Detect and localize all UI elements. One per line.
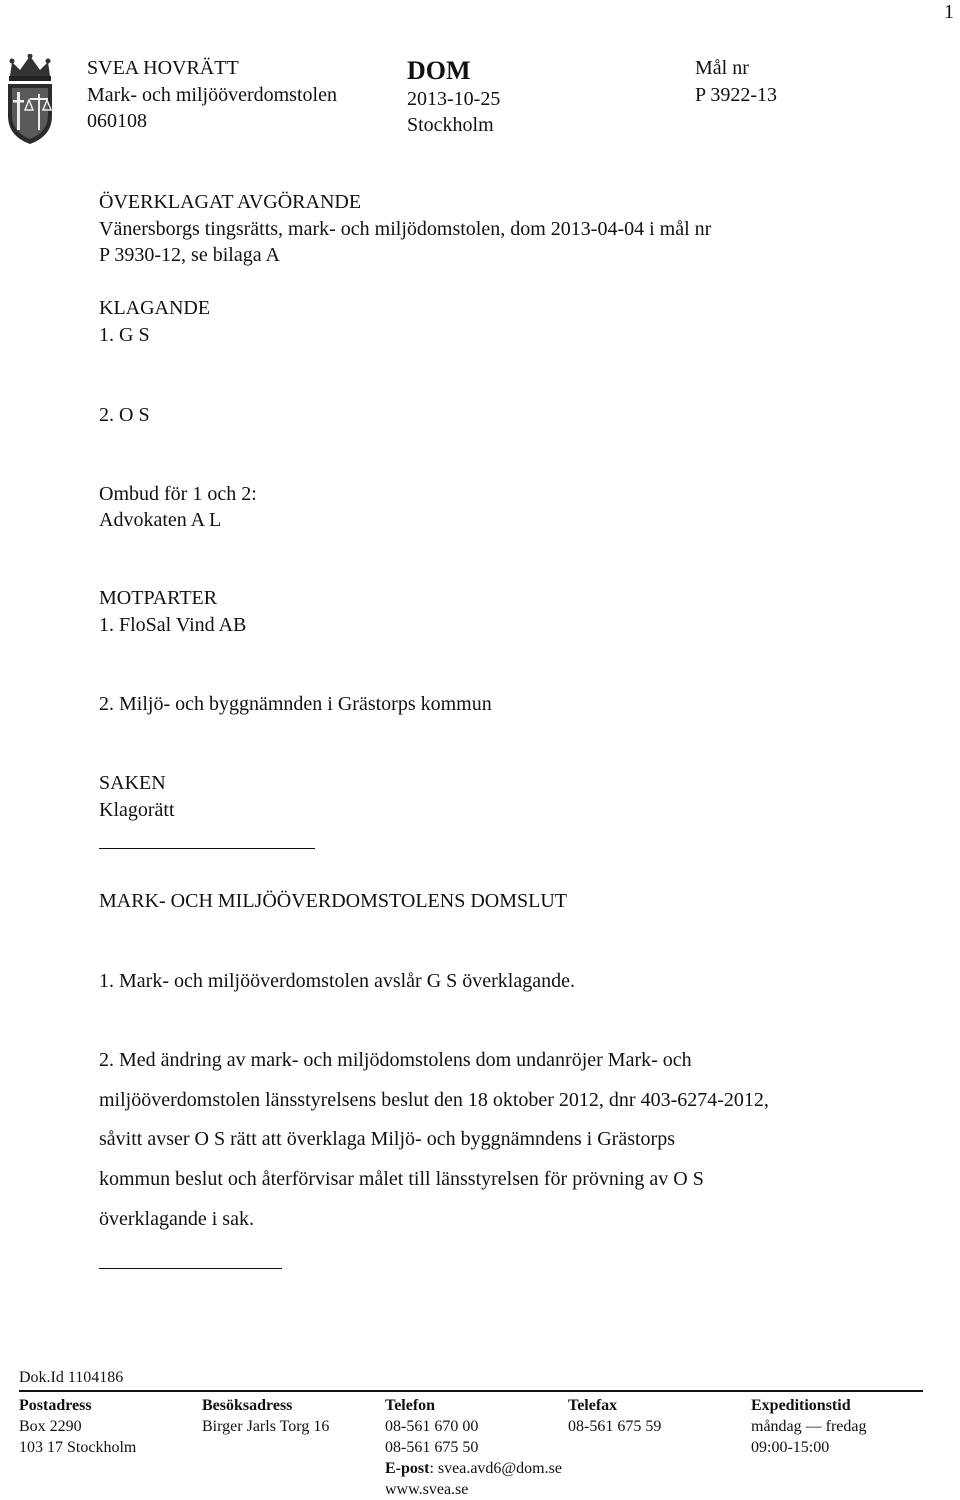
email-label: E-post [385,1460,430,1477]
website-link[interactable]: www.svea.se [385,1481,469,1498]
page-number: 1 [944,1,954,23]
phone-line-2: 08-561 675 50 [385,1439,479,1456]
footer-fax [568,1395,661,1437]
appealed-decision-line-1: Vänersborgs tingsrätts, mark- och miljödomstolen, dom 2013-04-04 i mål nr [99,218,712,240]
email-address[interactable]: : svea.avd6@dom.se [429,1460,562,1477]
case-label: Mål nr [695,57,749,79]
counsel-label: Ombud för 1 och 2: [99,483,257,505]
matter-heading: SAKEN [99,772,166,794]
phone-line-1: 08-561 670 00 [385,1418,479,1435]
footer-hours [751,1395,867,1458]
ruling-item-1: 1. Mark- och miljööverdomstolen avslår G S överklagande. [99,970,575,992]
ruling-item-2-line: överklagande i sak. [99,1208,254,1230]
hours-label: Expeditionstid [751,1397,851,1414]
respondents-heading: MOTPARTER [99,587,218,609]
appealed-decision-heading: ÖVERKLAGAT AVGÖRANDE [99,191,362,213]
ruling-heading: MARK- OCH MILJÖÖVERDOMSTOLENS DOMSLUT [99,890,567,912]
ruling-item-2-line: kommun beslut och återförvisar målet till länsstyrelsen för prövning av O S [99,1168,704,1190]
email-line [385,1458,562,1479]
hours-time: 09:00-15:00 [751,1439,830,1456]
coat-of-arms-logo [2,54,58,151]
visit-line-1: Birger Jarls Torg 16 [202,1418,330,1435]
appellants-heading: KLAGANDE [99,297,211,319]
document-city: Stockholm [407,114,494,136]
respondent-1: 1. FloSal Vind AB [99,614,247,636]
appellant-1: 1. G S [99,324,150,346]
appealed-decision-line-2: P 3930-12, se bilaga A [99,244,280,266]
postal-line-2: 103 17 Stockholm [19,1439,137,1456]
footer-postal [19,1395,136,1458]
court-division: Mark- och miljööverdomstolen [87,84,337,106]
section-divider [99,848,315,849]
ruling-item-2-line: såvitt avser O S rätt att överklaga Miljö- och byggnämndens i Grästorps [99,1128,675,1150]
court-code: 060108 [87,110,147,132]
appellant-2: 2. O S [99,404,150,426]
respondent-2: 2. Miljö- och byggnämnden i Grästorps kommun [99,693,492,715]
fax-line-1: 08-561 675 59 [568,1418,662,1435]
counsel-name: Advokaten A L [99,509,222,531]
ruling-item-2-line: 2. Med ändring av mark- och miljödomstolens dom undanröjer Mark- och [99,1049,692,1071]
document-date: 2013-10-25 [407,88,501,110]
postal-line-1: Box 2290 [19,1418,82,1435]
footer-visit [202,1395,329,1437]
phone-label: Telefon [385,1397,436,1414]
document-id: Dok.Id 1104186 [19,1369,124,1386]
ruling-item-2-line: miljööverdomstolen länsstyrelsens beslut den 18 oktober 2012, dnr 403-6274-2012, [99,1089,769,1111]
court-name: SVEA HOVRÄTT [87,57,239,79]
hours-days: måndag — fredag [751,1418,867,1435]
footer-rule [19,1390,923,1392]
footer-phone [385,1395,562,1500]
visit-label: Besöksadress [202,1397,293,1414]
matter-value: Klagorätt [99,799,175,821]
end-divider [99,1268,282,1269]
postal-label: Postadress [19,1397,92,1414]
crown-shield-icon [2,54,58,146]
fax-label: Telefax [568,1397,618,1414]
document-type: DOM [407,56,471,85]
case-number: P 3922-13 [695,84,778,106]
